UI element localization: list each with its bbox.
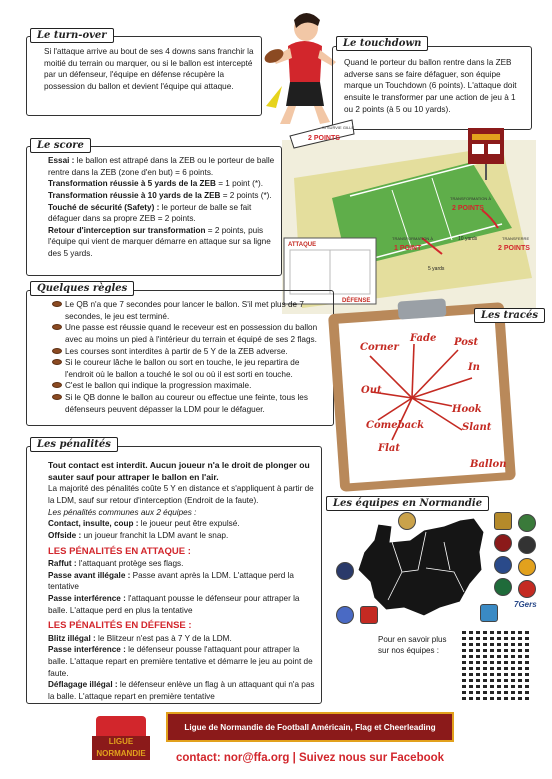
- rule-item: Les courses sont interdites à partir de 5 Y de la ZEB adverse.: [52, 346, 330, 358]
- route-ballon: Ballon: [470, 459, 507, 470]
- teams-title: Les équipes en Normandie: [326, 496, 489, 511]
- football-icon: [52, 324, 62, 330]
- football-icon: [52, 359, 62, 365]
- penalty-common-offside: Offside : un joueur franchit la LDM avant le snap.: [48, 530, 229, 540]
- clipboard-clip: [397, 298, 446, 319]
- penalties-intro: Tout contact est interdit. Aucun joueur n'a le droit de plonger ou sauter sauf pour attraper le ballon en l'air.: [48, 460, 310, 483]
- routes-title: Les tracés: [474, 308, 545, 323]
- team-logo: [336, 606, 354, 624]
- penalty-attack-raffut: Raffut : l'attaquant protège ses flags.: [48, 559, 184, 569]
- score-title: Le score: [30, 138, 91, 153]
- qr-code-overlay: [462, 630, 532, 700]
- field-bubble-small: SI SURVIE GILLE: [322, 125, 355, 130]
- rule-item: C'est le ballon qui indique la progression maximale.: [52, 380, 330, 392]
- league-logo: [92, 716, 150, 766]
- route-hook: Hook: [452, 404, 482, 415]
- penalties-common-title: Les pénalités communes aux 2 équipes :: [48, 507, 197, 517]
- score-line-safety: Touché de sécurité (Safety) : le porteur de balle se fait défaguer dans sa propre ZEB = 2 points.: [48, 202, 252, 224]
- team-logo: [360, 606, 378, 624]
- touchdown-text: Quand le porteur du ballon rentre dans la ZEB adverse sans se faire défaguer, son équipe marque un Touchdown (6 points). L'attaque doit ensuite le transformer par une action de jeu à 1 ou 2 points (à 5 ou 10 yards).: [344, 58, 517, 114]
- team-logo: [494, 578, 512, 596]
- football-icon: [52, 301, 62, 307]
- field-bubble-label: 2 POINTS: [308, 135, 340, 142]
- footer-contact[interactable]: contact: nor@ffa.org | Suivez nous sur Facebook: [175, 752, 445, 764]
- rule-item: Le QB n'a que 7 secondes pour lancer le ballon. S'il met plus de 7 secondes, le jeu est terminé.: [52, 299, 330, 322]
- league-name: Ligue de Normandie de Football Américain, Flag et Cheerleading: [184, 722, 436, 732]
- football-icon: [52, 394, 62, 400]
- penalty-defense-interference: Passe interférence : le défenseur pousse l'attaquant pour attraper la balle. L'attaque repart en première tentative et démarre le jeu au point de faute.: [48, 645, 313, 678]
- team-logo: [518, 514, 536, 532]
- route-in: In: [468, 362, 480, 373]
- route-fade: Fade: [410, 333, 437, 344]
- team-logo: [336, 562, 354, 580]
- team-logo: [480, 604, 498, 622]
- turnover-text: Si l'attaque arrive au bout de ses 4 downs sans franchir la moitié du terrain ou marquer, ou si le ballon est intercepté par un défenseur, l'équipe en défense récupère la possession du ballon et devient l'équipe qui attaque.: [44, 47, 254, 91]
- football-icon: [52, 348, 62, 354]
- rule-item: Si le QB donne le ballon au coureur ou effectue une feinte, tous les défenseurs peuvent dépasser la LDM pour le défaguer.: [52, 392, 330, 415]
- team-logo: [494, 534, 512, 552]
- turnover-title: Le turn-over: [30, 28, 114, 43]
- score-line-essai: Essai : le ballon est attrapé dans la ZEB ou le porteur de balle rentre dans la ZEB (zone d'en but) = 6 points.: [48, 156, 275, 177]
- team-logo: [518, 536, 536, 554]
- rule-item: Une passe est réussie quand le receveur est en possession du ballon avec au moins un pied à l'intérieur du terrain et équipé de ses 2 flags.: [52, 322, 330, 345]
- field-safety-small: TRANSFERRE: [502, 236, 530, 241]
- rule-item: Si le coureur lâche le ballon ou sort en touche, le jeu repartira de l'endroit où le ballon a touché le sol ou où il est sorti en touche.: [52, 357, 330, 380]
- field-transfo-1-small: TRANSFORMATION À: [392, 236, 434, 241]
- team-logo: [494, 512, 512, 530]
- field-yards-10: 10 yards: [458, 236, 478, 242]
- field-defense: DÉFENSE: [342, 298, 371, 304]
- touchdown-title: Le touchdown: [336, 36, 428, 51]
- league-banner: [166, 712, 454, 742]
- teams-more-text: Pour en savoir plus sur nos équipes :: [378, 635, 447, 656]
- route-out: Out: [361, 385, 382, 396]
- field-yards-5: 5 yards: [428, 266, 445, 272]
- route-post: Post: [454, 337, 479, 348]
- penalty-attack-interference: Passe interférence : l'attaquant pousse le défenseur pour attraper la balle. L'attaque perd en plus la tentative: [48, 594, 300, 615]
- team-7gers: 7Gers: [514, 600, 537, 609]
- score-line-transfo-10: Transformation réussie à 10 yards de la ZEB = 2 points (*).: [48, 190, 272, 200]
- penalties-attack-title: LES PÉNALITÉS EN ATTAQUE :: [48, 545, 191, 557]
- team-logo: [518, 558, 536, 576]
- field-attaque: ATTAQUE: [288, 242, 317, 248]
- route-comeback: Comeback: [366, 420, 425, 431]
- route-flat: Flat: [378, 443, 400, 454]
- team-logo: [398, 512, 416, 530]
- field-transfo-2-small: TRANSFORMATION À: [450, 196, 492, 201]
- field-safety: 2 POINTS: [498, 245, 530, 252]
- penalties-title: Les pénalités: [30, 437, 118, 452]
- team-logo: [494, 556, 512, 574]
- score-text: [48, 155, 278, 260]
- penalties-text: [48, 459, 318, 703]
- team-logo: [518, 580, 536, 598]
- penalty-defense-deflagage: Déflagage illégal : le défenseur enlève un flag à un attaquant qui n'a pas la balle. L'attaque repart en première tentative: [48, 680, 315, 701]
- field-transfo-2: 2 POINTS: [452, 205, 484, 212]
- penalty-attack-passe-avant: Passe avant illégale : Passe avant après la LDM. L'attaque perd la tentative: [48, 570, 294, 592]
- league-logo-text: LIGUE NORMANDIE: [92, 736, 150, 760]
- penalty-defense-blitz: Blitz illégal : le Blitzeur n'est pas à 7 Y de la LDM.: [48, 633, 232, 643]
- field-transfo-1: 1 POINT: [394, 245, 422, 252]
- penalties-general: La majorité des pénalités coûte 5 Y en distance et s'appliquent à partir de la LDM, sauf sur retour d'interception (Endroit de la faute).: [48, 484, 314, 506]
- field-illustration: [282, 118, 536, 314]
- score-line-interception: Retour d'interception sur transformation = 2 points, puis l'équipe qui vient de marquer démarre en attaque sur sa ligne des 5 yards.: [48, 225, 271, 259]
- football-icon: [52, 382, 62, 388]
- penalties-defense-title: LES PÉNALITÉS EN DÉFENSE :: [48, 620, 192, 632]
- penalty-common-contact: Contact, insulte, coup : le joueur peut être expulsé.: [48, 519, 240, 529]
- rules-list: [52, 299, 330, 415]
- rules-title: Quelques règles: [30, 281, 134, 296]
- route-corner: Corner: [360, 342, 399, 353]
- route-slant: Slant: [462, 422, 492, 433]
- score-line-transfo-5: Transformation réussie à 5 yards de la ZEB = 1 point (*).: [48, 179, 264, 189]
